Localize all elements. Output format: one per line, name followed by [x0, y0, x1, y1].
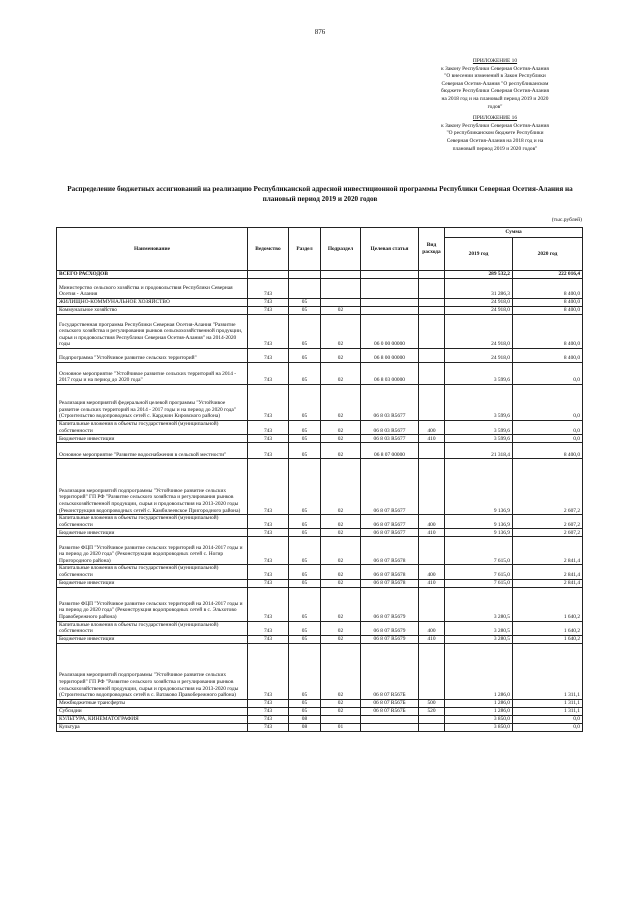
row-name: Бюджетные инвестиции [57, 635, 248, 643]
row-expense-type: 410 [419, 529, 445, 537]
table-row [57, 421, 583, 435]
table-row [57, 643, 583, 699]
row-expense-type: 400 [419, 421, 445, 435]
row-ministry: 743 [248, 529, 289, 537]
row-name: Капитальные вложения в объекты государственной (муниципальной) собственности [57, 565, 248, 579]
row-value-2019: 1 286,0 [445, 707, 513, 715]
row-section: 05 [289, 699, 321, 707]
row-target: 06 8 07 R5678 [361, 579, 419, 587]
table-row [57, 349, 583, 363]
row-expense-type [419, 715, 445, 723]
row-name: Коммунальное хозяйство [57, 307, 248, 315]
header-sum: Сумма [445, 228, 583, 238]
row-value-2020: 1 311,1 [513, 643, 583, 699]
row-target: 06 8 07 R567Б [361, 699, 419, 707]
row-section: 05 [289, 621, 321, 635]
row-name: Реализация мероприятий подпрограммы "Устойчивое развитие сельских территорий" ГП РФ "Развитие сельского хозяйства и регулирования рынков сельскохозяйственной продукции, сырья и продовольствия на 2013-2020 годы (Строительство водопроводных сетей в с. Ватаково Правобережного района) [57, 643, 248, 699]
row-value-2020: 1 640,2 [513, 635, 583, 643]
row-section: 05 [289, 565, 321, 579]
appendix-line: к Закону Республики Северная Осетия-Алания [441, 122, 549, 129]
row-subsection: 02 [321, 699, 361, 707]
row-value-2019: 9 136,9 [445, 515, 513, 529]
row-expense-type: 400 [419, 565, 445, 579]
row-ministry: 743 [248, 565, 289, 579]
row-name: Реализация мероприятий федеральной целевой программы "Устойчивое развитие сельских территорий на 2014 - 2017 годы и на период до 2020 года" (Строительство водопроводных сетей с. Карджин Кировского района) [57, 385, 248, 421]
row-value-2020: 222 016,4 [513, 271, 583, 279]
row-ministry [248, 271, 289, 279]
row-value-2020: 8 400,0 [513, 349, 583, 363]
row-subsection: 02 [321, 621, 361, 635]
row-section: 05 [289, 635, 321, 643]
header-2020: 2020 год [513, 238, 583, 271]
row-value-2019: 7 615,0 [445, 565, 513, 579]
row-subsection: 02 [321, 537, 361, 565]
row-expense-type: 400 [419, 621, 445, 635]
appendix-line: Северная Осетия-Алания "О республиканском [441, 80, 549, 87]
row-expense-type: 520 [419, 707, 445, 715]
table-row [57, 529, 583, 537]
row-value-2019: 3 280,5 [445, 587, 513, 621]
table-row [57, 537, 583, 565]
row-value-2019: 21 318,4 [445, 443, 513, 459]
budget-table [56, 227, 583, 732]
row-ministry: 743 [248, 699, 289, 707]
row-value-2020: 1 311,1 [513, 707, 583, 715]
row-target: 06 0 00 00000 [361, 315, 419, 349]
row-subsection: 02 [321, 307, 361, 315]
row-expense-type: 410 [419, 435, 445, 443]
header-target: Целевая статья [361, 228, 419, 271]
row-value-2019: 1 286,0 [445, 643, 513, 699]
row-name: Развитие ФЦП "Устойчивое развитие сельских территорий на 2014-2017 годы и на период до 2020 года" (Реконструкция водопроводных сетей в с. Эльхотово Правобережного района) [57, 587, 248, 621]
row-target: 06 8 07 R5677 [361, 529, 419, 537]
row-value-2019: 31 286,3 [445, 279, 513, 299]
row-name: Бюджетные инвестиции [57, 529, 248, 537]
row-value-2019: 7 615,0 [445, 579, 513, 587]
row-expense-type: 410 [419, 579, 445, 587]
row-value-2019: 3 599,6 [445, 363, 513, 385]
row-target: 06 8 07 R5679 [361, 621, 419, 635]
row-value-2020: 2 607,2 [513, 459, 583, 515]
row-value-2019: 3 599,6 [445, 435, 513, 443]
row-value-2020: 0,0 [513, 715, 583, 723]
row-target [361, 715, 419, 723]
row-ministry: 743 [248, 299, 289, 307]
table-row [57, 385, 583, 421]
row-ministry: 743 [248, 435, 289, 443]
row-expense-type [419, 723, 445, 731]
row-value-2020: 0,0 [513, 723, 583, 731]
row-name: Капитальные вложения в объекты государственной (муниципальной) собственности [57, 515, 248, 529]
row-value-2019: 3 599,6 [445, 421, 513, 435]
appendix-line: годов" [487, 103, 503, 110]
row-subsection [321, 715, 361, 723]
appendix-block [410, 58, 580, 153]
table-row [57, 621, 583, 635]
row-ministry: 743 [248, 537, 289, 565]
row-expense-type [419, 443, 445, 459]
table-row [57, 699, 583, 707]
row-section: 05 [289, 299, 321, 307]
row-value-2019: 9 136,9 [445, 529, 513, 537]
document-title: Распределение бюджетных ассигнований на реализацию Республиканской адресной инвестиционной программы Республики Северная Осетия-Алания на плановый период 2019 и 2020 годов [67, 185, 573, 203]
row-subsection: 02 [321, 565, 361, 579]
row-expense-type [419, 363, 445, 385]
row-expense-type [419, 537, 445, 565]
row-section: 05 [289, 587, 321, 621]
appendix-16 [410, 115, 580, 153]
row-subsection: 02 [321, 435, 361, 443]
row-ministry: 743 [248, 515, 289, 529]
row-target: 06 8 07 00000 [361, 443, 419, 459]
header-2019: 2019 год [445, 238, 513, 271]
row-value-2020: 0,0 [513, 363, 583, 385]
row-name: КУЛЬТУРА, КИНЕМАТОГРАФИЯ [57, 715, 248, 723]
header-expense-type: Вид расхода [419, 228, 445, 271]
table-row [57, 459, 583, 515]
row-expense-type [419, 587, 445, 621]
row-name: Подпрограмма "Устойчивое развитие сельских территорий" [57, 349, 248, 363]
page-number: 876 [314, 28, 326, 36]
row-ministry: 743 [248, 443, 289, 459]
row-target: 06 8 03 R5677 [361, 421, 419, 435]
row-name: Капитальные вложения в объекты государственной (муниципальной) собственности [57, 621, 248, 635]
row-name: Капитальные вложения в объекты государственной (муниципальной) собственности [57, 421, 248, 435]
row-name: Развитие ФЦП "Устойчивое развитие сельских территорий на 2014-2017 годы и на период до 2020 года" (Реконструкция водопроводных сетей с. Ногир Пригородного района) [57, 537, 248, 565]
row-expense-type: 400 [419, 515, 445, 529]
row-target: 06 8 07 R567Б [361, 643, 419, 699]
header-ministry: Ведомство [248, 228, 289, 271]
row-expense-type [419, 307, 445, 315]
appendix-line: бюджете Республики Северная Осетия-Алания [440, 88, 549, 95]
table-row [57, 315, 583, 349]
row-value-2019: 24 918,0 [445, 299, 513, 307]
table-row [57, 279, 583, 299]
row-target [361, 279, 419, 299]
row-value-2020: 8 400,0 [513, 279, 583, 299]
row-section: 05 [289, 459, 321, 515]
row-expense-type [419, 643, 445, 699]
row-subsection: 01 [321, 723, 361, 731]
table-row [57, 565, 583, 579]
row-ministry: 743 [248, 459, 289, 515]
row-ministry: 743 [248, 635, 289, 643]
row-name: Культура [57, 723, 248, 731]
row-section: 05 [289, 385, 321, 421]
table-row [57, 707, 583, 715]
row-value-2020: 2 841,4 [513, 537, 583, 565]
row-subsection [321, 299, 361, 307]
row-section: 05 [289, 349, 321, 363]
appendix-line: плановый период 2019 и 2020 годов" [452, 145, 538, 152]
row-value-2020: 0,0 [513, 435, 583, 443]
row-section: 05 [289, 307, 321, 315]
row-section [289, 279, 321, 299]
table-row [57, 715, 583, 723]
row-ministry: 743 [248, 421, 289, 435]
row-expense-type: 500 [419, 699, 445, 707]
row-ministry: 743 [248, 587, 289, 621]
row-subsection: 02 [321, 707, 361, 715]
row-value-2019: 3 850,0 [445, 723, 513, 731]
row-expense-type [419, 349, 445, 363]
row-value-2020: 8 400,0 [513, 307, 583, 315]
row-name: Реализация мероприятий подпрограммы "Устойчивое развитие сельских территорий" ГП РФ "Развитие сельского хозяйства и регулирования рынков сельскохозяйственной продукции, сырья и продовольствия на 2013-2020 годы (Реконструкция водопроводных сетей с. Камбилеевское Пригородного района) [57, 459, 248, 515]
row-value-2019: 3 280,5 [445, 621, 513, 635]
row-target: 06 8 07 R5677 [361, 515, 419, 529]
row-ministry: 743 [248, 723, 289, 731]
row-subsection [321, 279, 361, 299]
row-subsection: 02 [321, 587, 361, 621]
row-target [361, 307, 419, 315]
row-section: 05 [289, 643, 321, 699]
row-ministry: 743 [248, 385, 289, 421]
row-expense-type [419, 385, 445, 421]
row-subsection: 02 [321, 459, 361, 515]
row-value-2020: 1 311,1 [513, 699, 583, 707]
appendix-line: "О республиканском бюджете Республики [446, 130, 544, 137]
row-expense-type [419, 279, 445, 299]
row-expense-type [419, 299, 445, 307]
row-name: Межбюджетные трансферты [57, 699, 248, 707]
appendix-line: ПРИЛОЖЕНИЕ 10 [472, 58, 518, 64]
row-section: 05 [289, 537, 321, 565]
row-target: 06 8 03 R5677 [361, 435, 419, 443]
row-ministry: 743 [248, 363, 289, 385]
row-value-2020: 8 400,0 [513, 443, 583, 459]
row-ministry: 743 [248, 707, 289, 715]
table-row [57, 271, 583, 279]
row-subsection: 02 [321, 421, 361, 435]
row-section: 05 [289, 707, 321, 715]
row-value-2019: 1 286,0 [445, 699, 513, 707]
row-name: Министерство сельского хозяйства и продовольствия Республики Северная Осетия - Алания [57, 279, 248, 299]
row-value-2019: 9 136,9 [445, 459, 513, 515]
row-target: 06 8 07 R5678 [361, 537, 419, 565]
appendix-line: на 2018 год и на плановый период 2019 и 2020 [441, 95, 549, 102]
row-name: ВСЕГО РАСХОДОВ [57, 271, 248, 279]
row-ministry: 743 [248, 715, 289, 723]
units-label: (тыс.рублей) [551, 217, 582, 223]
row-name: Бюджетные инвестиции [57, 435, 248, 443]
row-section: 05 [289, 529, 321, 537]
row-section: 08 [289, 715, 321, 723]
row-target [361, 299, 419, 307]
row-target: 06 8 07 R567Б [361, 707, 419, 715]
row-expense-type [419, 271, 445, 279]
row-section: 05 [289, 515, 321, 529]
row-value-2020: 1 640,2 [513, 621, 583, 635]
row-value-2020: 2 607,2 [513, 529, 583, 537]
row-subsection: 02 [321, 643, 361, 699]
row-section: 05 [289, 421, 321, 435]
row-section: 05 [289, 315, 321, 349]
row-target: 06 8 07 R5678 [361, 565, 419, 579]
row-value-2020: 1 640,2 [513, 587, 583, 621]
row-value-2020: 2 841,4 [513, 579, 583, 587]
appendix-line: Северная Осетия-Алания на 2018 год и на [446, 137, 544, 144]
header-name: Наименование [57, 228, 248, 271]
row-section: 05 [289, 443, 321, 459]
row-target: 06 8 07 R5677 [361, 459, 419, 515]
row-value-2019: 24 918,0 [445, 307, 513, 315]
row-name: Государственная программа Республики Северная Осетия-Алания "Развитие сельского хозяйства и регулирования рынков сельскохозяйственной продукции, сырья и продовольствия Республики Северная Осетия-Алания" на 2014-2020 годы [57, 315, 248, 349]
row-name: Основное мероприятие "Развитие водоснабжения в сельской местности" [57, 443, 248, 459]
row-value-2020: 8 400,0 [513, 299, 583, 307]
row-target: 06 8 07 R5679 [361, 587, 419, 621]
appendix-10 [410, 58, 580, 111]
appendix-line: к Закону Республики Северная Осетия-Алания [441, 65, 549, 72]
row-value-2019: 3 850,0 [445, 715, 513, 723]
row-ministry: 743 [248, 279, 289, 299]
row-subsection: 02 [321, 385, 361, 421]
table-row [57, 443, 583, 459]
row-value-2019: 3 280,5 [445, 635, 513, 643]
row-section: 08 [289, 723, 321, 731]
row-subsection: 02 [321, 579, 361, 587]
table-row [57, 299, 583, 307]
row-name: Бюджетные инвестиции [57, 579, 248, 587]
row-name: ЖИЛИЩНО-КОММУНАЛЬНОЕ ХОЗЯЙСТВО [57, 299, 248, 307]
row-ministry: 743 [248, 349, 289, 363]
row-ministry: 743 [248, 643, 289, 699]
table-row [57, 587, 583, 621]
row-ministry: 743 [248, 307, 289, 315]
row-name: Основное мероприятие "Устойчивое развитие сельских территорий на 2014 - 2017 годы и на период до 2020 года" [57, 363, 248, 385]
table-row [57, 363, 583, 385]
row-section: 05 [289, 579, 321, 587]
row-expense-type: 410 [419, 635, 445, 643]
table-row [57, 515, 583, 529]
row-value-2019: 289 532,2 [445, 271, 513, 279]
row-section: 05 [289, 435, 321, 443]
row-name: Субсидии [57, 707, 248, 715]
row-expense-type [419, 459, 445, 515]
row-subsection: 02 [321, 349, 361, 363]
table-row [57, 723, 583, 731]
row-subsection: 02 [321, 315, 361, 349]
appendix-line: "О внесении изменений в Закон Республики [444, 73, 546, 80]
row-section [289, 271, 321, 279]
row-value-2019: 3 599,6 [445, 385, 513, 421]
row-value-2019: 24 918,0 [445, 315, 513, 349]
header-section: Раздел [289, 228, 321, 271]
row-section: 05 [289, 363, 321, 385]
row-ministry: 743 [248, 621, 289, 635]
row-expense-type [419, 315, 445, 349]
row-value-2020: 2 607,2 [513, 515, 583, 529]
appendix-line: ПРИЛОЖЕНИЕ 16 [472, 115, 518, 122]
row-subsection: 02 [321, 363, 361, 385]
table-row [57, 435, 583, 443]
row-subsection: 02 [321, 443, 361, 459]
row-subsection: 02 [321, 529, 361, 537]
table-row [57, 635, 583, 643]
row-ministry: 743 [248, 579, 289, 587]
table-row [57, 579, 583, 587]
row-target: 06 8 00 00000 [361, 349, 419, 363]
row-value-2020: 8 400,0 [513, 315, 583, 349]
row-target: 06 8 03 R5677 [361, 385, 419, 421]
row-target: 06 8 07 R5679 [361, 635, 419, 643]
row-value-2020: 0,0 [513, 385, 583, 421]
row-target [361, 271, 419, 279]
row-target [361, 723, 419, 731]
row-target: 06 8 03 00000 [361, 363, 419, 385]
row-value-2020: 2 841,4 [513, 565, 583, 579]
row-subsection [321, 271, 361, 279]
row-ministry: 743 [248, 315, 289, 349]
table-row [57, 307, 583, 315]
row-value-2019: 7 615,0 [445, 537, 513, 565]
row-subsection: 02 [321, 515, 361, 529]
row-subsection: 02 [321, 635, 361, 643]
row-value-2019: 24 918,0 [445, 349, 513, 363]
header-subsection: Подраздел [321, 228, 361, 271]
row-value-2020: 0,0 [513, 421, 583, 435]
